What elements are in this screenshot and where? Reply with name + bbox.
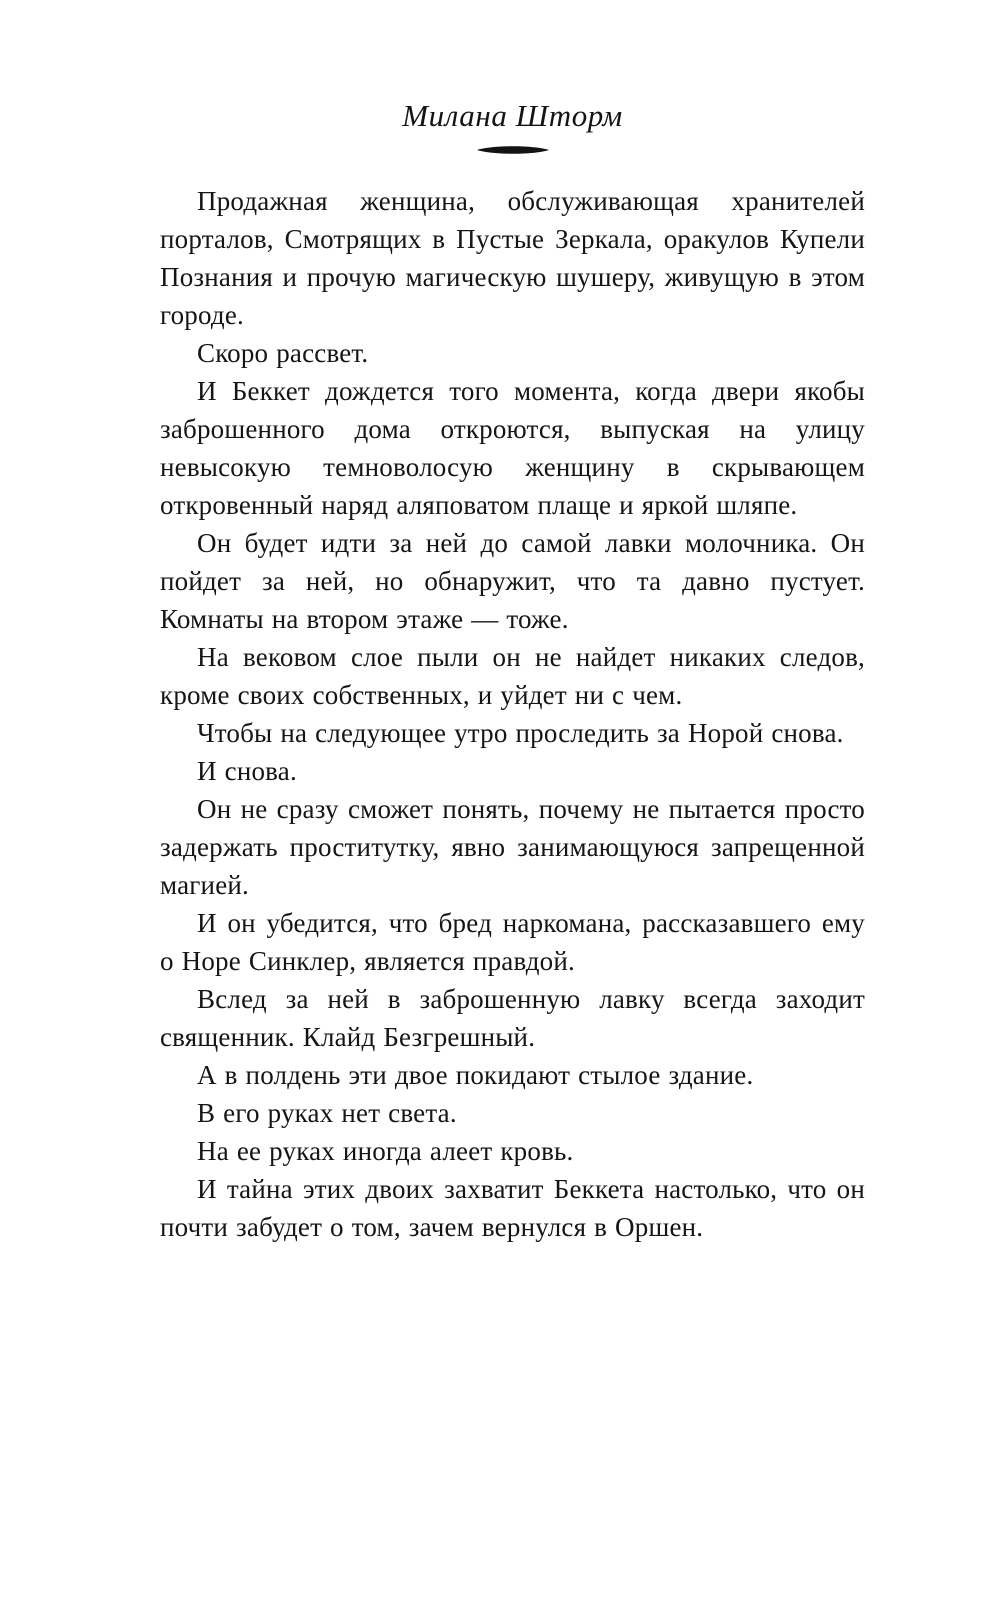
paragraph: И тайна этих двоих захватит Беккета настолько, что он почти забудет о том, зачем вернулся в Оршен.	[160, 1174, 865, 1242]
section-divider	[160, 144, 865, 156]
paragraph: И Беккет дождется того момента, когда двери якобы заброшенного дома откроются, выпуская на улицу невысокую темноволосую женщину в скрывающем откровенный наряд аляповатом плаще и яркой шляпе.	[160, 376, 865, 520]
paragraph: И он убедится, что бред наркомана, рассказавшего ему о Норе Синклер, является правдой.	[160, 908, 865, 976]
paragraph: И снова.	[197, 756, 297, 786]
paragraph: Вслед за ней в заброшенную лавку всегда заходит священник. Клайд Безгрешный.	[160, 984, 865, 1052]
paragraph: Продажная женщина, обслуживающая хранителей порталов, Смотрящих в Пустые Зеркала, оракулов Купели Познания и прочую магическую шушеру, живущую в этом городе.	[160, 186, 865, 330]
paragraph: Он будет идти за ней до самой лавки молочника. Он пойдет за ней, но обнаружит, что та давно пустует. Комнаты на втором этаже — тоже.	[160, 528, 865, 634]
lens-ornament-icon	[476, 141, 550, 158]
paragraph: Скоро рассвет.	[197, 338, 369, 368]
paragraph: Чтобы на следующее утро проследить за Норой снова.	[197, 718, 844, 748]
paragraph: На ее руках иногда алеет кровь.	[197, 1136, 574, 1166]
paragraph: А в полдень эти двое покидают стылое здание.	[197, 1060, 754, 1090]
paragraph: Он не сразу сможет понять, почему не пытается просто задержать проститутку, явно занимающуюся запрещенной магией.	[160, 794, 865, 900]
paragraph: В его руках нет света.	[197, 1098, 457, 1128]
page-text-block	[160, 182, 865, 1246]
author-header: Милана Шторм	[402, 98, 623, 133]
paragraph: На вековом слое пыли он не найдет никаких следов, кроме своих собственных, и уйдет ни с чем.	[160, 642, 865, 710]
